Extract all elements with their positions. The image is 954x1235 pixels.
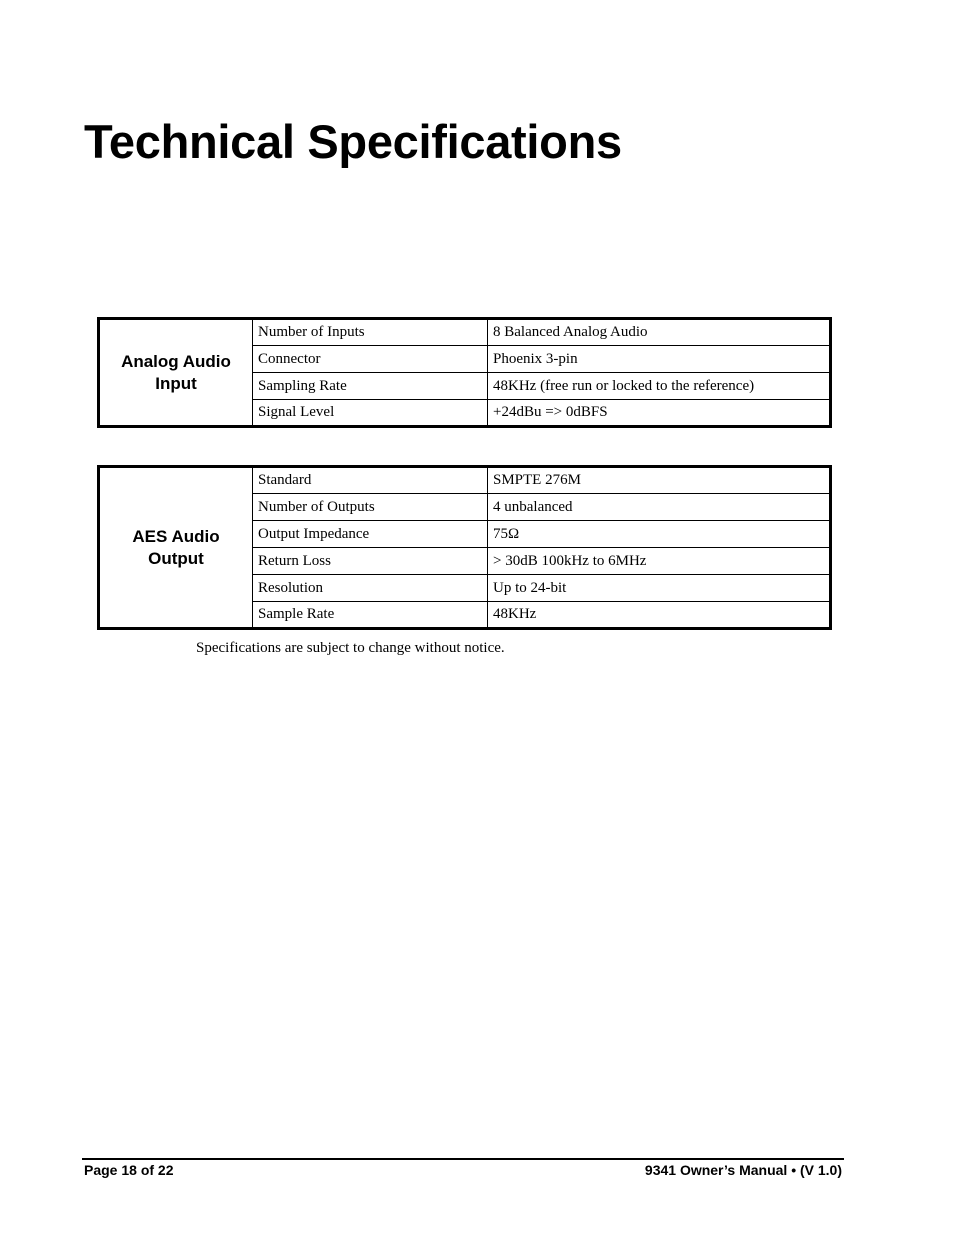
spec-value: 48KHz: [488, 602, 831, 629]
spec-value: +24dBu => 0dBFS: [488, 400, 831, 427]
spec-value: 75Ω: [488, 521, 831, 548]
spec-label: Output Impedance: [253, 521, 488, 548]
footer-divider: [82, 1158, 844, 1160]
spec-change-notice: Specifications are subject to change without notice.: [196, 640, 505, 656]
spec-value: 8 Balanced Analog Audio: [488, 319, 831, 346]
table-group-label: Analog Audio Input: [99, 319, 253, 427]
spec-value: 48KHz (free run or locked to the reference): [488, 373, 831, 400]
spec-table-analog-audio-input: [97, 317, 832, 428]
footer-page-number: Page 18 of 22: [84, 1162, 174, 1178]
table-row: [99, 467, 831, 494]
spec-label: Resolution: [253, 575, 488, 602]
spec-value: 4 unbalanced: [488, 494, 831, 521]
spec-label: Number of Outputs: [253, 494, 488, 521]
spec-label: Standard: [253, 467, 488, 494]
spec-value: Phoenix 3-pin: [488, 346, 831, 373]
spec-value: Up to 24-bit: [488, 575, 831, 602]
spec-label: Return Loss: [253, 548, 488, 575]
spec-table-aes-audio-output: [97, 465, 832, 630]
table-group-label: AES Audio Output: [99, 467, 253, 629]
spec-label: Sample Rate: [253, 602, 488, 629]
spec-value: > 30dB 100kHz to 6MHz: [488, 548, 831, 575]
spec-value: SMPTE 276M: [488, 467, 831, 494]
table-row: [99, 319, 831, 346]
footer-manual-title: 9341 Owner’s Manual • (V 1.0): [644, 1162, 842, 1178]
spec-label: Signal Level: [253, 400, 488, 427]
spec-label: Number of Inputs: [253, 319, 488, 346]
spec-label: Connector: [253, 346, 488, 373]
spec-label: Sampling Rate: [253, 373, 488, 400]
page-title: Technical Specifications: [84, 115, 622, 168]
